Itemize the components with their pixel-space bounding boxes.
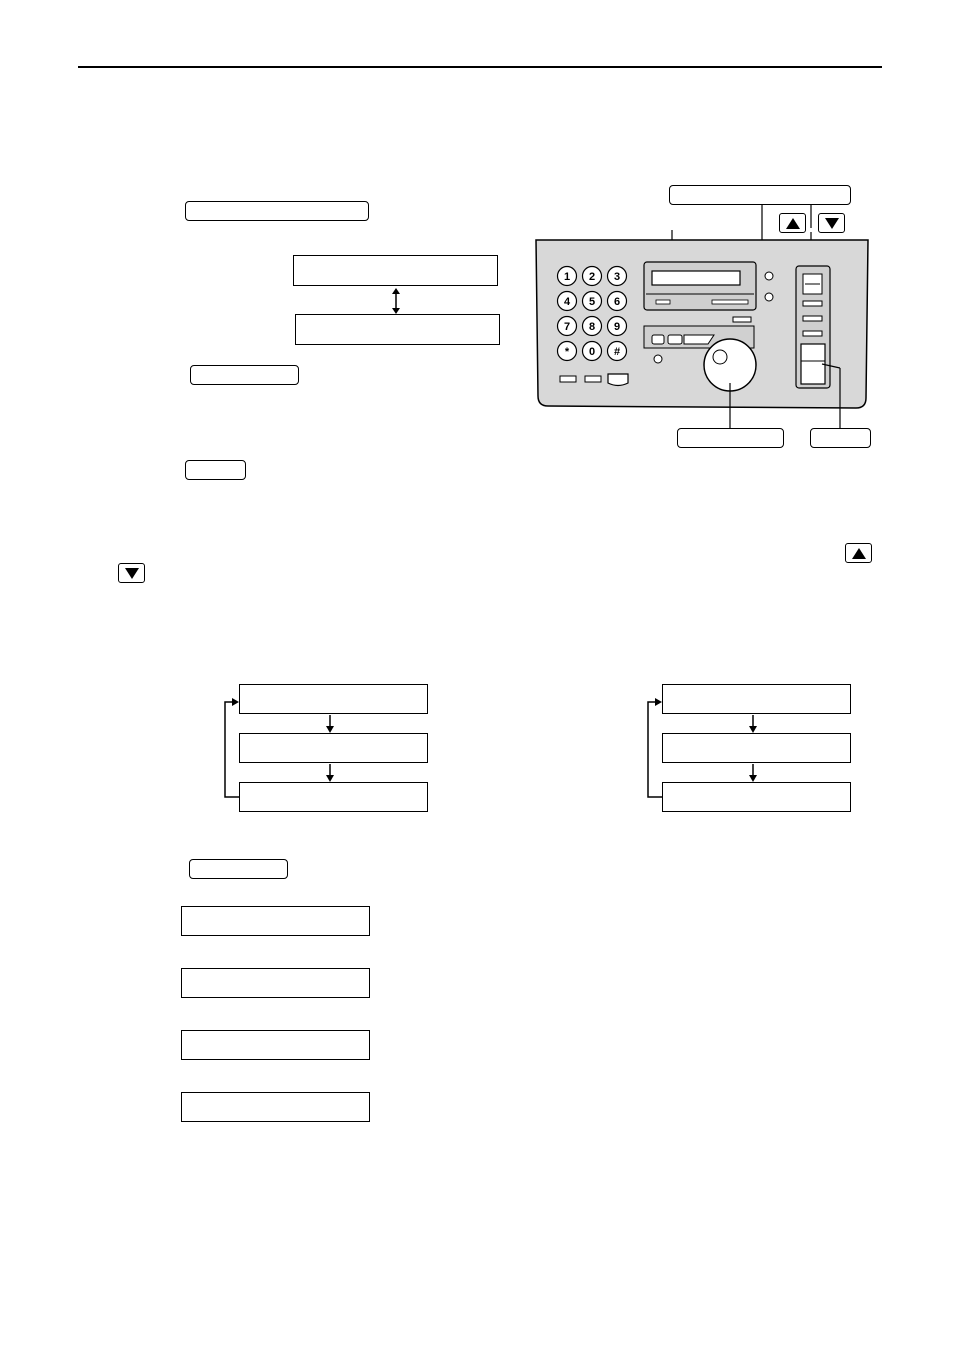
fax-machine-illustration — [530, 228, 875, 428]
up-triangle-icon — [786, 218, 800, 229]
keypad-key-label: 8 — [588, 321, 596, 333]
keypad-key-label: 4 — [563, 296, 571, 308]
result-display-3 — [181, 1030, 370, 1060]
step5-button-label — [189, 859, 288, 879]
down-triangle-icon — [825, 218, 839, 229]
step1-display-a — [293, 255, 498, 286]
cycle-left-arrows — [220, 690, 440, 810]
result-display-2 — [181, 968, 370, 998]
step1-button-label — [185, 201, 369, 221]
callout-right-label — [810, 428, 871, 448]
keypad-key-label: 2 — [588, 271, 596, 283]
result-display-1 — [181, 906, 370, 936]
keypad-key-label: 5 — [588, 296, 596, 308]
keypad-key-label: # — [613, 346, 621, 358]
up-button-inline — [845, 543, 872, 563]
up-triangle-icon — [852, 548, 866, 559]
callout-top-button — [669, 185, 851, 205]
keypad-key-label: * — [564, 346, 570, 358]
keypad-key-label: 6 — [613, 296, 621, 308]
step3-button-label — [185, 460, 246, 480]
down-triangle-icon — [125, 568, 139, 579]
header-rule — [78, 66, 882, 68]
callout-dial-label — [677, 428, 784, 448]
down-button-inline — [118, 563, 145, 583]
cycle-right-arrows — [643, 690, 863, 810]
double-arrow-icon — [388, 288, 404, 314]
keypad-key-label: 3 — [613, 271, 621, 283]
result-display-4 — [181, 1092, 370, 1122]
keypad-key-label: 0 — [588, 346, 596, 358]
keypad-key-label: 9 — [613, 321, 621, 333]
step2-button-label — [190, 365, 299, 385]
keypad-key-label: 1 — [563, 271, 571, 283]
keypad-key-label: 7 — [563, 321, 571, 333]
step1-display-b — [295, 314, 500, 345]
